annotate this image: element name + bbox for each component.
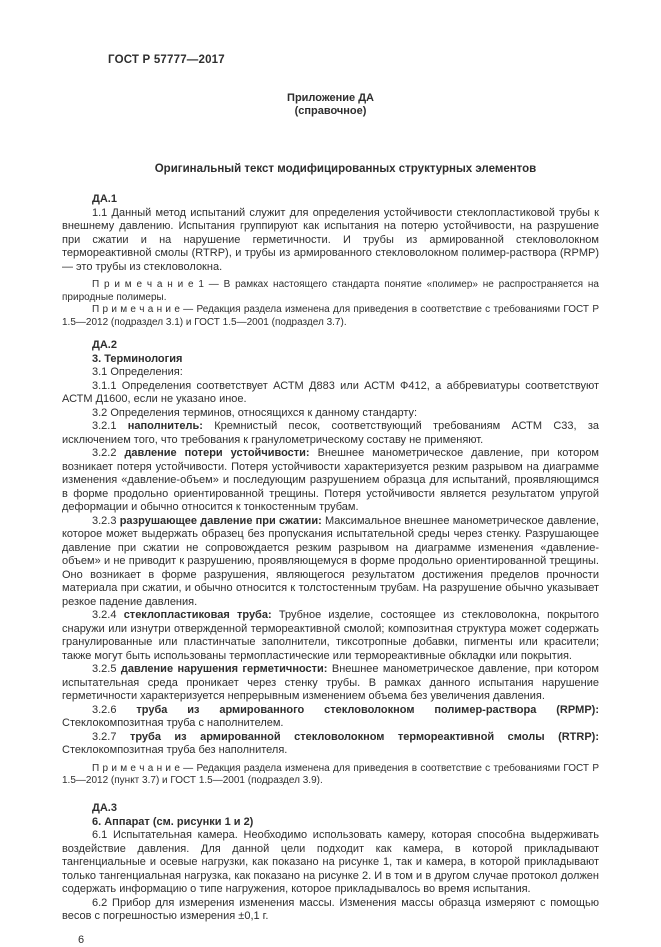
term-number: 3.2.3 xyxy=(92,514,117,527)
term-rtrp-pipe xyxy=(62,731,599,758)
term-definition: Максимальное внешнее манометрическое давление, которое может выдержать образец без пропускания испытательной среды через стенку. Разрушающее давление при сжатии не сопровождается резким разрывом на диаграмме изменения «давление-объем» и не приводит к разрушению, проявляющемуся в форме продольно ориентированной трещины. Оно возникает в форме разрушения, являющегося результатом достижения пределов прочности материала при сжатии, и обычно относится к толстостенным трубам. На разрушение обычно указывает резкое падение давления. xyxy=(62,514,599,608)
page-content xyxy=(62,54,599,947)
term-rpmp-pipe xyxy=(62,704,599,731)
term-definition: Стеклокомпозитная труба без наполнителя. xyxy=(62,744,288,757)
standard-code: ГОСТ Р 57777—2017 xyxy=(108,54,225,66)
term-definition: Трубное изделие, состоящее из стекловолокна, покрытого снаружи или изнутри отвержденной термореактивной смолой; композитная структура может содержать гранулированные или пластинчатые заполнители, тиксотропные добавки, пигменты или красители; также могут быть использованы термопластические или термореактивные обкладки или покрытия. xyxy=(62,609,599,662)
section-label-da2: ДА.2 xyxy=(92,339,117,352)
paragraph-1-1: 1.1 Данный метод испытаний служит для определения устойчивости стеклопластиковой трубы к внешнему давлению. Испытания группируют как испытания на потерю устойчивости, на разрушение при сжатии и на нарушение герметичности. И трубы из армированной стекловолокном термореактивной смолы (RTRP), и трубы из армированного стекловолокном полимер-раствора (RPMP) — это трубы из стекловолокна. xyxy=(62,206,599,273)
section-label-da3: ДА.3 xyxy=(92,802,117,815)
paragraph-3-2: 3.2 Определения терминов, относящихся к данному стандарту: xyxy=(92,406,418,419)
term-definition: Внешнее манометрическое давление, при котором возникает потеря устойчивости. Потеря устойчивости характеризуется резким разрывом на диаграмме изменения «давление-объем» и последующим разрушением образца для испытаний, проявляющимся в форме продольно ориентированной трещины. Потеря устойчивости является результатом упругой деформации и обычно относится к тонкостенным трубам. xyxy=(62,447,599,514)
term-number: 3.2.6 xyxy=(92,703,117,716)
term-buckling-pressure xyxy=(62,447,599,515)
term-name: давление нарушения герметичности: xyxy=(120,663,328,676)
paragraph-3-1: 3.1 Определения: xyxy=(92,366,183,379)
term-name: разрушающее давление при сжатии: xyxy=(119,514,322,527)
paragraph-6-2: 6.2 Прибор для измерения изменения массы. Изменения массы образца измеряют с помощью весов с погрешностью измерения ±0,1 г. xyxy=(62,896,599,923)
appendix-heading xyxy=(62,92,599,118)
term-number: 3.2.5 xyxy=(92,663,117,676)
paragraph-3-1-1: 3.1.1 Определения соответствует АСТМ Д883 или АСТМ Ф412, а аббревиатуры соответствуют АСТМ Д1600, если не указано иное. xyxy=(62,379,599,406)
heading-apparatus: 6. Аппарат (см. рисунки 1 и 2) xyxy=(92,815,254,828)
term-name: труба из армированного стекловолокном полимер-раствора (RPMP): xyxy=(136,703,599,716)
term-number: 3.2.1 xyxy=(92,420,117,433)
term-name: труба из армированной стекловолокном термореактивной смолы (RTRP): xyxy=(129,730,600,743)
term-compressive-failure-pressure xyxy=(62,515,599,610)
term-definition: Внешнее манометрическое давление, при котором испытательная среда проникает через стенку трубы. В рамках данного испытания нарушение герметичности характеризуется непрерывным изменением объема без увеличения давления. xyxy=(62,663,599,703)
term-definition: Стеклокомпозитная труба с наполнителем. xyxy=(62,717,284,730)
document-body xyxy=(62,193,599,924)
term-number: 3.2.2 xyxy=(92,447,117,460)
term-number: 3.2.4 xyxy=(92,609,117,622)
page-number: 6 xyxy=(78,933,85,946)
term-name: стеклопластиковая труба: xyxy=(123,609,272,622)
term-name: наполнитель: xyxy=(127,420,203,433)
term-filler xyxy=(62,420,599,447)
note-da1-revision: П р и м е ч а н и е — Редакция раздела изменена для приведения в соответствие с требованиями ГОСТ Р 1.5—2012 (подраздел 3.1) и ГОСТ 1.5—2001 (подраздел 3.7). xyxy=(62,304,599,328)
term-fiberglass-pipe xyxy=(62,609,599,663)
section-label-da1: ДА.1 xyxy=(92,193,117,205)
paragraph-6-1: 6.1 Испытательная камера. Необходимо использовать камеру, которая способна выдерживать воздействие давления. Для данной цели подходит как камера, в которой прикладывают тангенциальные и осевые нагрузки, как показано на рисунке 1, так и камера, в которой прикладывают только тангенциальная нагрузка, как показано на рисунке 2. И в том и в другом случае протокол должен содержать информацию о типе нагружения, которое прикладывалось во время испытания. xyxy=(62,829,599,896)
term-name: давление потери устойчивости: xyxy=(124,447,310,460)
appendix-label: Приложение ДА xyxy=(287,91,374,104)
document-title: Оригинальный текст модифицированных структурных элементов xyxy=(154,162,537,175)
term-leakage-pressure xyxy=(62,663,599,704)
appendix-kind: (справочное) xyxy=(294,104,367,117)
note-da2-revision: П р и м е ч а н и е — Редакция раздела изменена для приведения в соответствие с требованиями ГОСТ Р 1.5—2012 (пункт 3.7) и ГОСТ 1.5—2001 (подраздел 3.9). xyxy=(62,762,599,787)
term-definition: Кремнистый песок, соответствующий требованиям АСТМ С33, за исключением того, что требования к гранулометрическому составу не применяют. xyxy=(62,420,600,446)
note-1: П р и м е ч а н и е 1 — В рамках настоящего стандарта понятие «полимер» не распространяется на природные полимеры. xyxy=(62,279,599,303)
heading-terminology: 3. Терминология xyxy=(92,352,183,365)
term-number: 3.2.7 xyxy=(92,730,117,743)
